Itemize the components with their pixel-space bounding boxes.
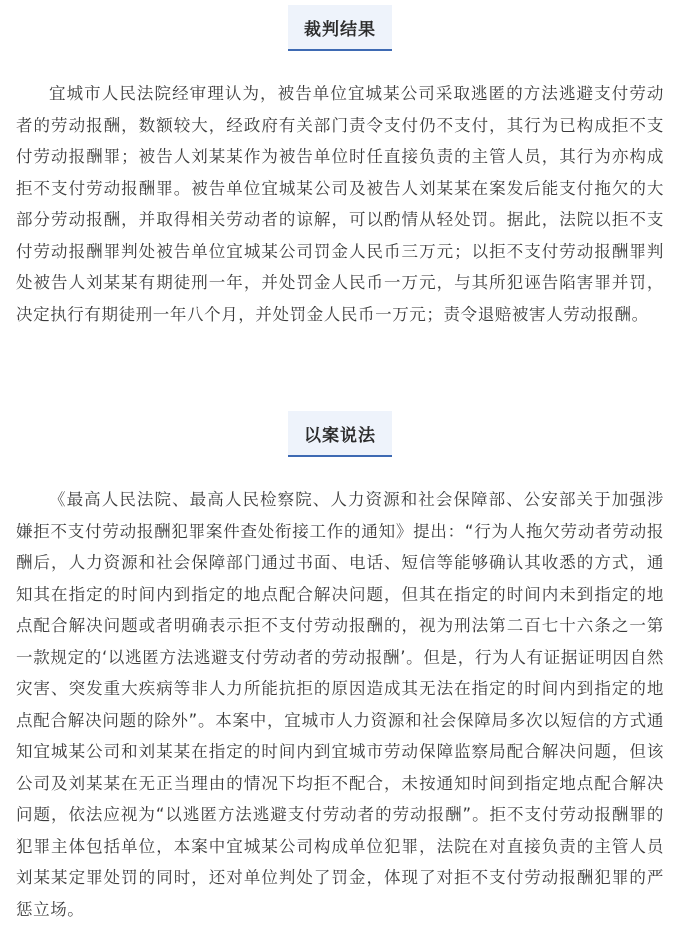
section-header-case-explanation — [288, 411, 392, 457]
section-title-verdict: 裁判结果 — [304, 19, 376, 40]
section-header-verdict — [288, 5, 392, 51]
section-title-case-explanation: 以案说法 — [304, 425, 376, 446]
paragraph-verdict: 宜城市人民法院经审理认为，被告单位宜城某公司采取逃匿的方法逃避支付劳动者的劳动报酬，数额较大，经政府有关部门责令支付仍不支付，其行为已构成拒不支付劳动报酬罪；被告人刘某某作为被告单位时任直接负责的主管人员，其行为亦构成拒不支付劳动报酬罪。被告单位宜城某公司及被告人刘某某在案发后能支付拖欠的大部分劳动报酬，并取得相关劳动者的谅解，可以酌情从轻处罚。据此，法院以拒不支付劳动报酬罪判处被告单位宜城某公司罚金人民币三万元；以拒不支付劳动报酬罪判处被告人刘某某有期徒刑一年，并处罚金人民币一万元，与其所犯诬告陷害罪并罚，决定执行有期徒刑一年八个月，并处罚金人民币一万元；责令退赔被害人劳动报酬。 — [16, 84, 664, 324]
paragraph-case-explanation: 《最高人民法院、最高人民检察院、人力资源和社会保障部、公安部关于加强涉嫌拒不支付劳动报酬犯罪案件查处衔接工作的通知》提出：“行为人拖欠劳动者劳动报酬后，人力资源和社会保障部门通过书面、电话、短信等能够确认其收悉的方式，通知其在指定的时间内到指定的地点配合解决问题，但其在指定的时间内未到指定的地点配合解决问题或者明确表示拒不支付劳动报酬的，视为刑法第二百七十六条之一第一款规定的‘以逃匿方法逃避支付劳动者的劳动报酬’。但是，行为人有证据证明因自然灾害、突发重大疾病等非人力所能抗拒的原因造成其无法在指定的时间内到指定的地点配合解决问题的除外”。本案中，宜城市人力资源和社会保障局多次以短信的方式通知宜城某公司和刘某某在指定的时间内到宜城市劳动保障监察局配合解决问题，但该公司及刘某某在无正当理由的情况下均拒不配合，未按通知时间到指定地点配合解决问题，依法应视为“以逃匿方法逃避支付劳动者的劳动报酬”。拒不支付劳动报酬罪的犯罪主体包括单位，本案中宜城某公司构成单位犯罪，法院在对直接负责的主管人员刘某某定罪处罚的同时，还对单位判处了罚金，体现了对拒不支付劳动报酬犯罪的严惩立场。 — [16, 490, 664, 919]
